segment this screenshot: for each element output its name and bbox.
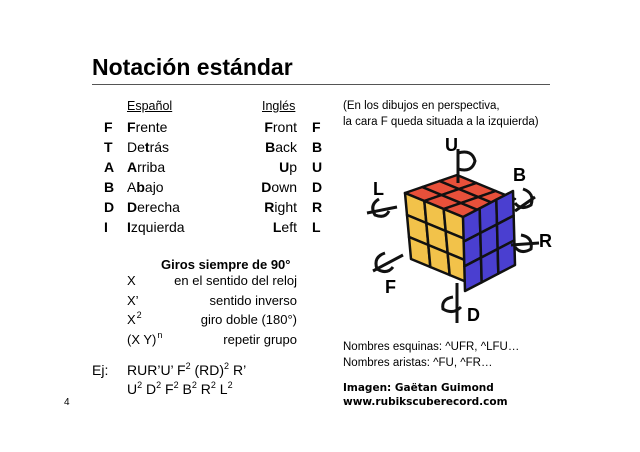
turn-meaning: repetir grupo <box>223 331 297 347</box>
cube-label-f: F <box>385 277 396 297</box>
face-name-es: Izquierda <box>127 219 185 235</box>
face-name-es: Derecha <box>127 199 180 215</box>
u-arrow-icon <box>458 152 475 170</box>
face-letter-en: B <box>312 139 323 155</box>
face-name-en: Right <box>264 199 297 215</box>
turn-row <box>0 329 640 352</box>
turn-meaning: giro doble (180°) <box>200 312 297 327</box>
face-letter-es: T <box>104 139 113 155</box>
face-name-en: Up <box>279 159 297 175</box>
turn-symbol: X’ <box>127 292 139 308</box>
perspective-note-2: la cara F queda situada a la izquierda) <box>343 116 539 128</box>
face-name-en: Left <box>272 219 297 235</box>
turn-symbol: X <box>127 273 136 288</box>
edge-names: Nombres aristas: ^FU, ^FR… <box>343 357 493 369</box>
example-line-1: RUR’U’ $F^2$ (RD)$^2$ R’ <box>127 361 247 378</box>
website-credit: www.rubikscuberecord.com <box>343 396 508 408</box>
page-title: Notación estándar <box>92 54 293 80</box>
face-letter-en: R <box>312 199 323 215</box>
corner-names: Nombres esquinas: ^UFR, ^LFU… <box>343 341 520 353</box>
face-letter-en: F <box>312 119 321 135</box>
cube-label-l: L <box>373 179 384 199</box>
header-english: Inglés <box>262 99 296 113</box>
move-token: $B^2$ <box>178 380 197 397</box>
face-letter-en: L <box>312 219 321 235</box>
example-line-2 <box>127 381 233 397</box>
face-name-es: Detrás <box>127 139 170 155</box>
move-token: $R^2$ <box>196 380 216 397</box>
turns-heading: Giros siempre de 90° <box>161 257 291 272</box>
face-name-en: Down <box>261 179 297 195</box>
face-name-en: Front <box>264 119 297 135</box>
face-name-es: Frente <box>127 119 168 135</box>
header-spanish: Español <box>127 99 173 113</box>
page-number: 4 <box>64 397 70 408</box>
title-divider <box>92 84 550 85</box>
move-token: $L^2$ <box>215 380 233 397</box>
face-name-en: Back <box>265 139 297 155</box>
move-token: $D^2$ <box>142 380 162 397</box>
move-token: $U^2$ <box>127 380 143 397</box>
face-letter-es: I <box>104 219 108 235</box>
example-label: Ej: <box>92 362 109 378</box>
image-credit: Imagen: Gaëtan Guimond <box>343 382 494 394</box>
turn-symbol: $X^2$ <box>127 310 142 327</box>
face-letter-en: D <box>312 179 323 195</box>
rubiks-cube-illustration <box>345 133 565 333</box>
face-name-es: Arriba <box>127 159 166 175</box>
perspective-note-1: (En los dibujos en perspectiva, <box>343 100 500 112</box>
cube-label-b: B <box>513 165 526 185</box>
face-letter-es: B <box>104 179 115 195</box>
cube-facelets <box>405 175 515 291</box>
face-name-es: Abajo <box>127 179 164 195</box>
move-token: $F^2$ <box>161 380 179 397</box>
face-letter-es: D <box>104 199 115 215</box>
turn-meaning: sentido inverso <box>209 292 297 308</box>
cube-label-d: D <box>467 305 480 325</box>
cube-label-u: U <box>445 135 458 155</box>
face-letter-es: F <box>104 119 113 135</box>
face-letter-en: U <box>312 159 323 175</box>
cube-label-r: R <box>539 231 552 251</box>
r-axis-icon <box>511 243 539 245</box>
turn-meaning: en el sentido del reloj <box>174 273 297 288</box>
face-letter-es: A <box>104 159 115 175</box>
turn-symbol: (X Y)$^n$ <box>127 329 163 347</box>
